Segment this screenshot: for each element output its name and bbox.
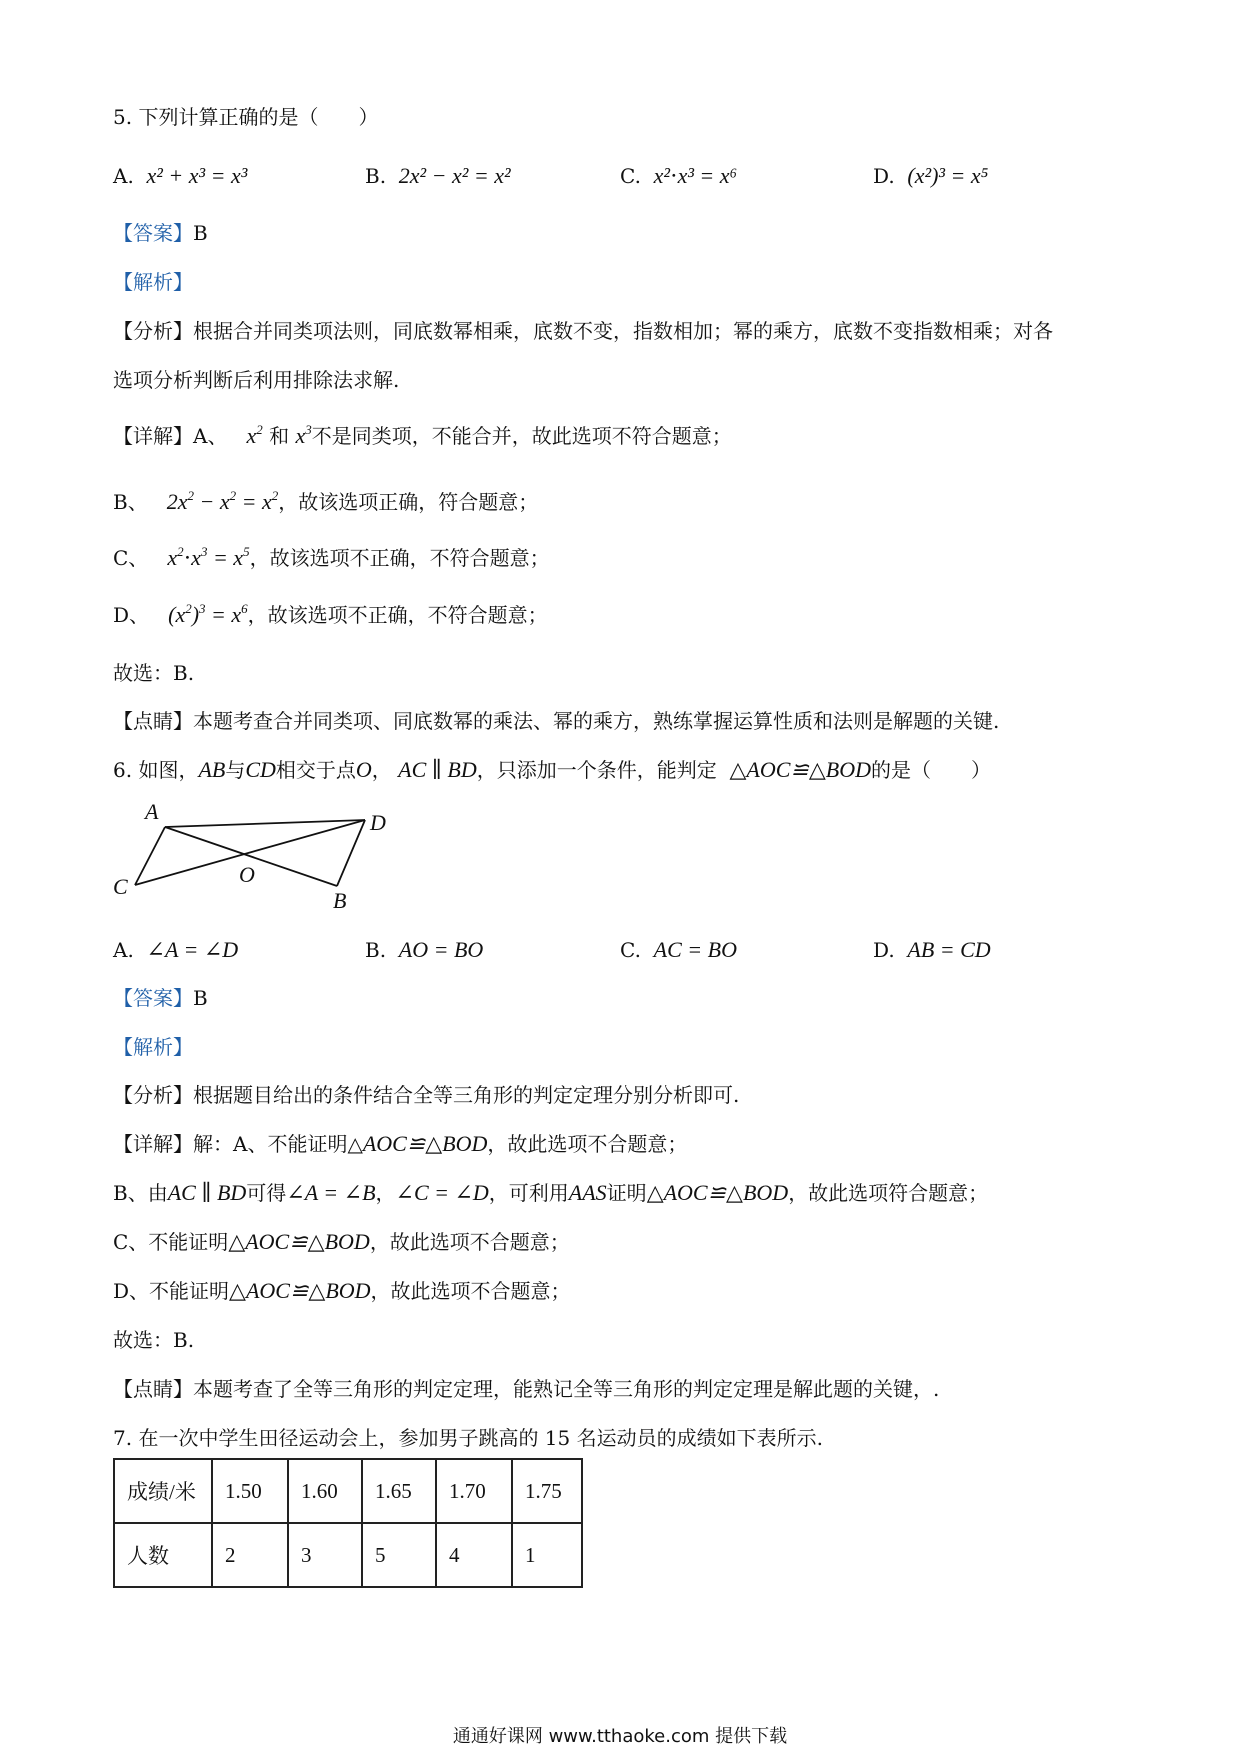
segment-bd	[337, 820, 365, 886]
q5-option-c[interactable]: C. x²⋅x³ = x⁶	[620, 163, 738, 188]
q6-option-a[interactable]: A. ∠A = ∠D	[113, 937, 239, 962]
point-label-a: A	[145, 800, 159, 824]
q7-stem: 7. 在一次中学生田径运动会上，参加男子跳高的 15 名运动员的成绩如下表所示.	[113, 1426, 823, 1450]
q6-stem: 6. 如图，AB与CD相交于点O， AC ∥ BD，只添加一个条件，能判定 △AOC≌△BOD的是（ ）	[113, 757, 991, 782]
q5-option-d[interactable]: D. (x²)³ = x⁵	[873, 163, 989, 188]
q6-option-a-math: ∠A = ∠D	[146, 937, 239, 962]
q5-option-b[interactable]: B. 2x² − x² = x²	[365, 163, 511, 188]
q5-option-b-math: 2x² − x² = x²	[398, 163, 511, 188]
table-cell: 4	[436, 1523, 512, 1587]
table-row	[114, 1459, 582, 1523]
page-footer: 通通好课网 www.tthaoke.com 提供下载	[452, 1726, 788, 1747]
q5-detail-b: B、 $2x^2 - x^2 = x^2$，故该选项正确，符合题意；	[113, 488, 539, 514]
q5-choose: 故选：B.	[113, 661, 195, 685]
dianjing-tag: 【点睛】	[113, 1377, 193, 1401]
answer-tag: 【答案】	[113, 986, 193, 1010]
q6-detail-b: B、由AC ∥ BD可得∠A = ∠B，∠C = ∠D，可利用AAS证明△AOC≌△BOD，故此选项符合题意；	[113, 1180, 989, 1205]
table-row	[114, 1523, 582, 1587]
q5-stem: 5. 下列计算正确的是（ ）	[113, 105, 379, 129]
table-header-count: 人数	[114, 1523, 212, 1587]
point-label-d: D	[370, 810, 386, 835]
q5-option-d-math: (x²)³ = x⁵	[907, 163, 989, 188]
table-cell: 1.65	[362, 1459, 436, 1523]
table-cell: 1	[512, 1523, 582, 1587]
dianjing-tag: 【点睛】	[113, 709, 193, 733]
answer-tag: 【答案】	[113, 221, 193, 245]
q6-answer: B	[193, 986, 208, 1010]
table-cell: 2	[212, 1523, 288, 1587]
q6-detail-a: 【详解】解：A、不能证明△AOC≌△BOD，故此选项不合题意；	[113, 1131, 688, 1156]
q6-detail-c: C、不能证明△AOC≌△BOD，故此选项不合题意；	[113, 1229, 570, 1254]
q6-option-b[interactable]: B. AO = BO	[365, 937, 484, 962]
q5-option-c-math: x²⋅x³ = x⁶	[653, 163, 738, 188]
q6-option-c-math: AC = BO	[653, 937, 737, 962]
q5-option-a-math: x² + x³ = x³	[146, 163, 248, 188]
q5-option-a[interactable]: A. x² + x³ = x³	[113, 163, 248, 188]
q6-choose: 故选：B.	[113, 1328, 195, 1352]
q5-detail-d: D、 $(x^2)^3 = x^6$，故该选项不正确，不符合题意；	[113, 601, 548, 627]
q5-answer: B	[193, 221, 208, 245]
detail-tag: 【详解】	[113, 1132, 193, 1156]
fenxi-tag: 【分析】	[113, 319, 193, 343]
q6-option-d[interactable]: D. AB = CD	[873, 937, 991, 962]
q5-detail-a: 【详解】A、 $x^2$ 和 $x^3$不是同类项，不能合并，故此选项不符合题意；	[113, 422, 732, 448]
segment-ac	[135, 827, 165, 885]
point-label-c: C	[113, 874, 128, 899]
segment-ad	[165, 820, 365, 827]
q5-detail-c: C、 $x^2\cdot x^3 = x^5$，故该选项不正确，不符合题意；	[113, 544, 550, 570]
q6-fenxi: 【分析】根据题目给出的条件结合全等三角形的判定定理分别分析即可.	[113, 1083, 740, 1107]
fenxi-tag: 【分析】	[113, 1083, 193, 1107]
q5-analysis-tag: 【解析】	[113, 270, 193, 294]
table-cell: 1.70	[436, 1459, 512, 1523]
detail-tag: 【详解】	[113, 424, 193, 448]
q6-answer-line	[113, 984, 208, 1012]
table-cell: 5	[362, 1523, 436, 1587]
q6-option-b-math: AO = BO	[398, 937, 484, 962]
table-header-score: 成绩/米	[114, 1459, 212, 1523]
q5-fenxi-line1: 【分析】根据合并同类项法则，同底数幂相乘，底数不变，指数相加；幂的乘方，底数不变指数相乘；对各	[113, 319, 1053, 343]
q6-figure	[105, 800, 405, 910]
q6-detail-d: D、不能证明△AOC≌△BOD，故此选项不合题意；	[113, 1278, 571, 1303]
q6-analysis-tag: 【解析】	[113, 1035, 193, 1059]
q5-answer-line	[113, 219, 208, 247]
q6-option-c[interactable]: C. AC = BO	[620, 937, 737, 962]
table-cell: 1.60	[288, 1459, 362, 1523]
point-label-o: O	[239, 862, 255, 887]
table-cell: 1.75	[512, 1459, 582, 1523]
q6-option-d-math: AB = CD	[907, 937, 991, 962]
point-label-b: B	[333, 888, 347, 910]
score-table	[113, 1458, 583, 1588]
q5-dianjing: 【点睛】本题考查合并同类项、同底数幂的乘法、幂的乘方，熟练掌握运算性质和法则是解题的关键.	[113, 709, 1000, 733]
table-cell: 3	[288, 1523, 362, 1587]
q6-dianjing: 【点睛】本题考查了全等三角形的判定定理，能熟记全等三角形的判定定理是解此题的关键，.	[113, 1377, 940, 1401]
q5-fenxi-line2: 选项分析判断后利用排除法求解.	[113, 368, 400, 392]
table-cell: 1.50	[212, 1459, 288, 1523]
